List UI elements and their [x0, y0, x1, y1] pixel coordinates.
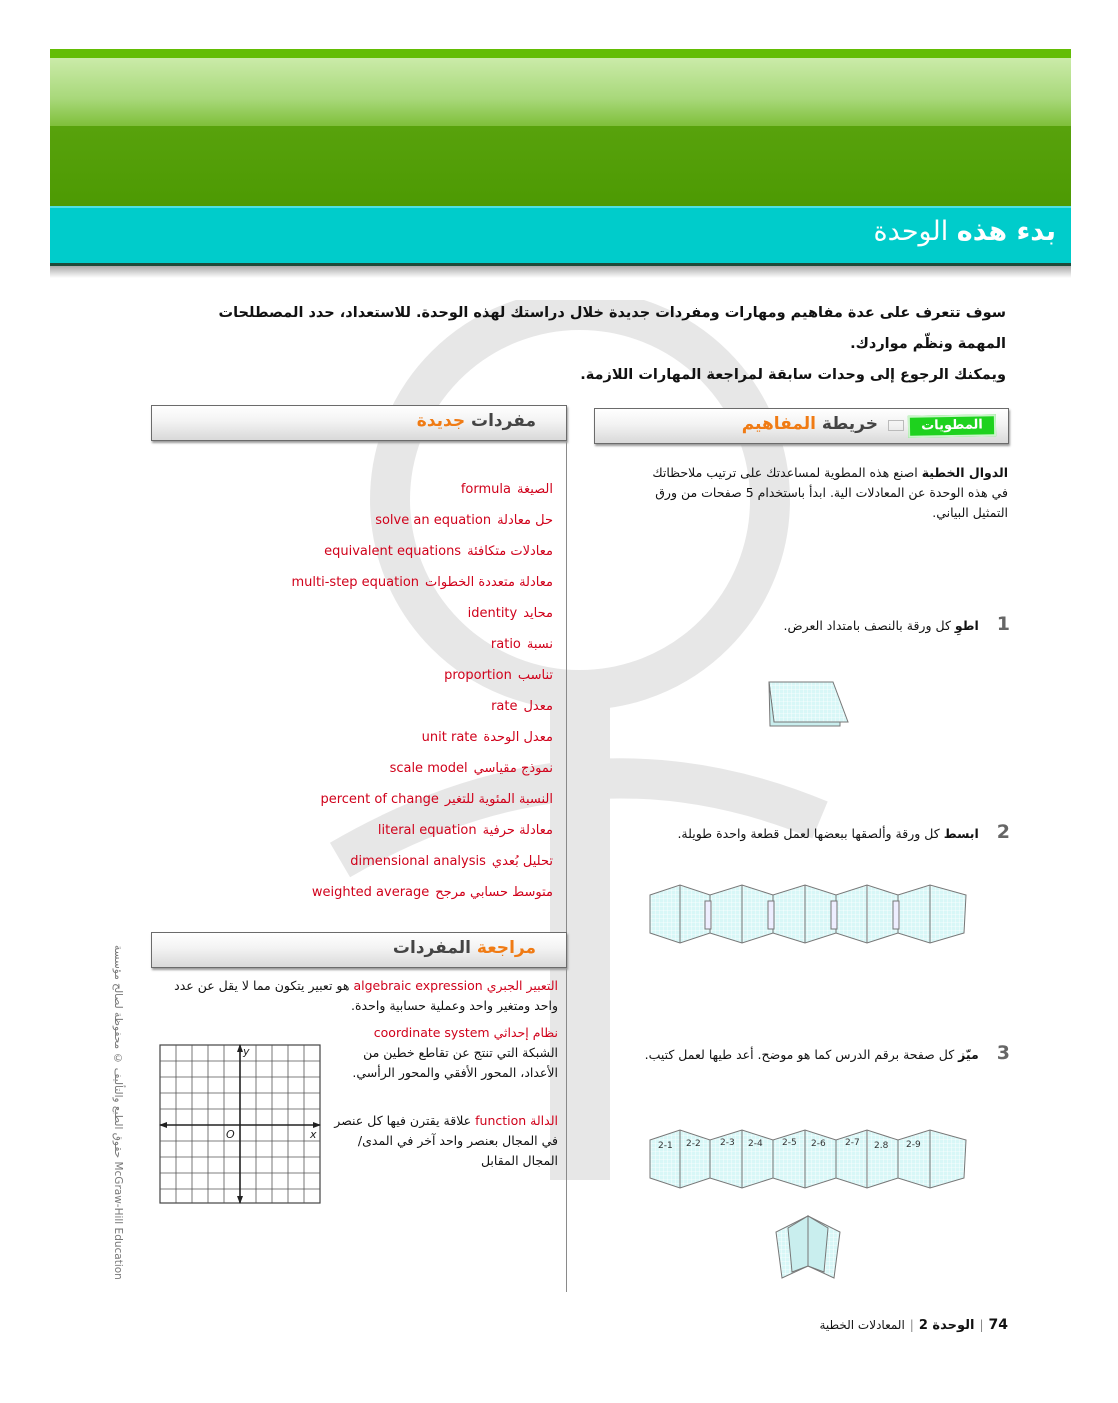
banner-top-stripe — [50, 49, 1071, 58]
y-axis-label: y — [243, 1045, 250, 1058]
new-vocabulary-title — [417, 411, 536, 431]
x-axis-label: x — [310, 1128, 317, 1141]
step-1 — [784, 614, 1010, 636]
vocab-en: unit rate — [421, 730, 478, 745]
lesson-label: 2-2 — [686, 1139, 701, 1149]
review-entry-algebraic-expression — [163, 976, 558, 1016]
vocab-ar: معدل — [523, 699, 553, 714]
chapter-title: المعادلات الخطية — [819, 1318, 905, 1332]
term-en: function — [475, 1113, 527, 1128]
booklet-illustration — [770, 1210, 846, 1284]
vocab-en: proportion — [444, 668, 512, 683]
foldables-badge: المطويات — [908, 414, 996, 438]
lesson-label: 2-6 — [811, 1139, 826, 1149]
vocab-item — [286, 784, 554, 815]
vocab-item — [286, 815, 554, 846]
lesson-label: 2-5 — [782, 1138, 797, 1148]
vocab-item — [286, 846, 554, 877]
folded-sheet-illustration — [768, 678, 852, 734]
vocab-item — [286, 877, 554, 908]
vocab-en: equivalent equations — [324, 544, 462, 559]
foldable-topic: الدوال الخطية — [921, 465, 1008, 480]
banner-green-band — [50, 126, 1071, 206]
concept-map-header — [594, 408, 1009, 444]
vocab-en: scale model — [389, 761, 468, 776]
step-verb: ميّز — [958, 1047, 979, 1062]
step-3 — [620, 1043, 1010, 1065]
vocab-ar: متوسط حسابي مرجح — [435, 885, 553, 900]
vocab-ar: تناسب — [517, 668, 553, 683]
lesson-label: 2-1 — [658, 1141, 673, 1151]
vocab-en: dimensional analysis — [350, 854, 486, 869]
intro-line-1: سوف تتعرف على عدة مفاهيم ومهارات ومفردات جديدة خلال دراستك لهذه الوحدة. للاستعداد، حدد المصطلحات المهمة ونظّم مواردك. — [218, 305, 1006, 352]
vocab-ar: نسبة — [526, 637, 553, 652]
vocab-en: percent of change — [320, 792, 439, 807]
vocab-item — [286, 598, 554, 629]
vocab-en: literal equation — [377, 823, 477, 838]
concept-map-title-1: خريطة — [821, 414, 878, 434]
vocab-review-title-2: المفردات — [392, 938, 471, 958]
vocab-en: formula — [460, 482, 511, 497]
term-definition: هو تعبير يتكون مما لا يقل عن عدد واحد ومتغير واحد وعملية حسابية واحدة. — [174, 978, 558, 1013]
vocab-item — [286, 629, 554, 660]
review-entry-function — [328, 1111, 558, 1171]
unfolded-strip-illustration — [648, 883, 970, 945]
page-title-light: الوحدة — [873, 216, 949, 247]
vocab-ar: حل معادلة — [497, 513, 553, 528]
vocab-en: multi-step equation — [291, 575, 420, 590]
vocab-review-title-1: مراجعة — [476, 938, 536, 958]
step-text: كل ورقة وألصقها ببعضها لعمل قطعة واحدة طويلة. — [677, 826, 940, 841]
page-footer: 74|الوحدة 2|المعادلات الخطية — [819, 1317, 1008, 1333]
vocab-ar: الصيغة — [516, 482, 553, 497]
vocab-ar: نموذج مقياسي — [473, 761, 553, 776]
vocab-ar: معادلة حرفية — [482, 823, 553, 838]
page-title-bold: بدء هذه — [956, 216, 1056, 247]
step-verb: اطوِ — [954, 618, 979, 633]
vocab-ar: معادلة متعددة الخطوات — [425, 575, 553, 590]
step-text: كل ورقة بالنصف بامتداد العرض. — [783, 618, 951, 633]
vocab-ar: معدل الوحدة — [483, 730, 553, 745]
term-definition: الشبكة التي تنتج عن تقاطع خطين من الأعداد، المحور الأفقي والمحور الرأسي. — [352, 1045, 558, 1080]
vocab-item — [286, 722, 554, 753]
page-title — [874, 216, 1056, 247]
term-ar: الدالة — [530, 1113, 558, 1128]
intro-paragraph — [206, 298, 1006, 391]
term-ar: التعبير الجبري — [486, 978, 558, 993]
concept-map-title-2: المفاهيم — [741, 414, 816, 434]
vocab-en: ratio — [490, 637, 521, 652]
copyright-sidebar — [112, 945, 128, 1285]
title-bar-shadow — [50, 266, 1071, 278]
vocab-review-header — [151, 932, 567, 968]
step-text: كل صفحة برقم الدرس كما هو موضح. أعد طيها لعمل كتيب. — [644, 1047, 955, 1062]
vocab-ar: النسبة المئوية للتغير — [444, 792, 553, 807]
vocab-en: weighted average — [311, 885, 430, 900]
copyright-text: حقوق الطبع والتأليف © محفوظة لصالح مؤسسة McGraw-Hill Education — [112, 945, 124, 1280]
term-definition: علاقة يقترن فيها كل عنصر في المجال بعنصر واحد آخر في المدى/المجال المقابل — [334, 1113, 558, 1168]
step-number: 3 — [996, 1042, 1010, 1064]
unit-label: الوحدة 2 — [918, 1318, 975, 1333]
term-ar: نظام إحداثي — [493, 1025, 558, 1040]
vocab-item — [286, 567, 554, 598]
vocab-item — [286, 474, 554, 505]
origin-label: O — [226, 1128, 235, 1141]
column-divider — [566, 440, 567, 1292]
step-number: 2 — [996, 821, 1010, 843]
lesson-label: 2-3 — [720, 1138, 735, 1148]
vocab-ar: معادلات متكافئة — [467, 544, 553, 559]
coordinate-grid-graph — [158, 1043, 322, 1205]
vocab-ar: محايد — [523, 606, 553, 621]
vocab-item — [286, 536, 554, 567]
labeled-strip-illustration — [648, 1128, 970, 1190]
term-en: coordinate system — [373, 1025, 490, 1040]
vocab-item — [286, 660, 554, 691]
step-2 — [677, 822, 1010, 844]
lesson-label: 2.8 — [874, 1141, 889, 1151]
vocab-item — [286, 753, 554, 784]
vocab-en: identity — [467, 606, 518, 621]
intro-line-2: ويمكنك الرجوع إلى وحدات سابقة لمراجعة المهارات اللازمة. — [580, 367, 1006, 383]
lesson-label: 2-9 — [906, 1140, 921, 1150]
vocabulary-list — [286, 474, 554, 908]
lesson-label: 2-7 — [845, 1138, 860, 1148]
new-vocabulary-title-1: مفردات — [471, 411, 536, 431]
vocab-item — [286, 691, 554, 722]
new-vocabulary-header — [151, 405, 567, 441]
foldable-instructions: اصنع هذه المطوية لمساعدتك على ترتيب ملاحظاتك في هذه الوحدة عن المعادلات الية. ابدأ باستخدام 5 صفحات من ورق التمثيل البياني. — [652, 465, 1008, 520]
new-vocabulary-title-2: جديدة — [416, 411, 466, 431]
foldable-description — [648, 463, 1008, 523]
envelope-icon — [888, 420, 904, 431]
vocab-item — [286, 505, 554, 536]
banner-gradient — [50, 58, 1071, 126]
lesson-label: 2-4 — [748, 1139, 763, 1149]
vocab-review-title — [393, 938, 536, 958]
vocab-ar: تحليل بُعدي — [491, 854, 553, 869]
step-number: 1 — [996, 613, 1010, 635]
step-verb: ابسط — [943, 826, 979, 841]
concept-map-title — [742, 414, 878, 434]
vocab-en: solve an equation — [375, 513, 492, 528]
term-en: algebraic expression — [353, 978, 483, 993]
vocab-en: rate — [491, 699, 518, 714]
page-number: 74 — [988, 1317, 1008, 1333]
review-entry-coordinate-system — [328, 1023, 558, 1083]
